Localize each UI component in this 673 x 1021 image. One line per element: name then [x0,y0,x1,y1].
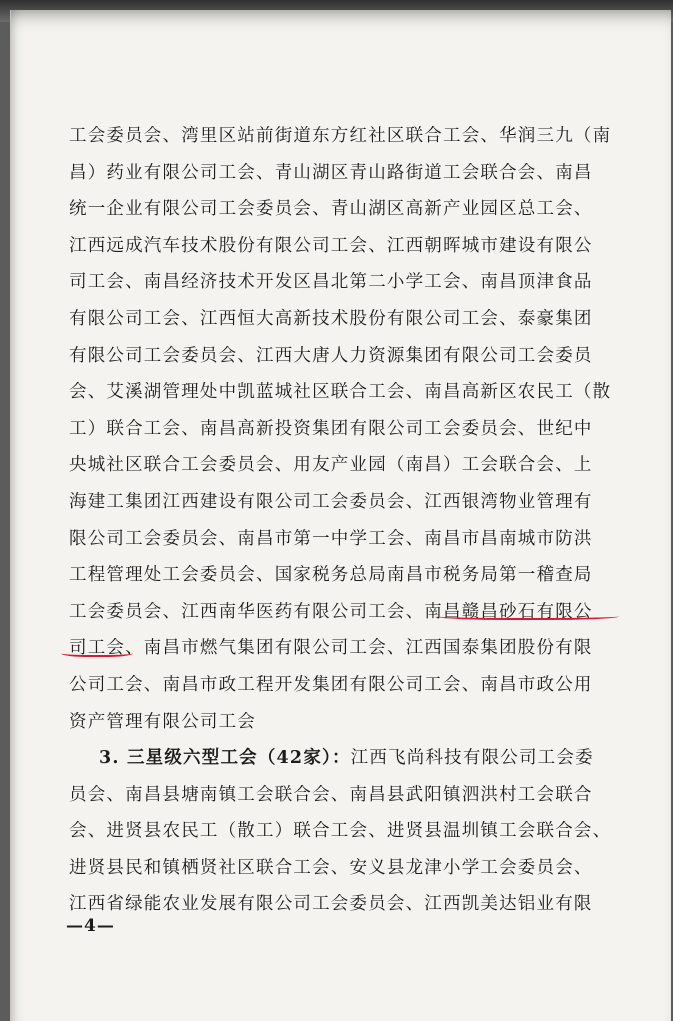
section-3-first-line-text: 江西飞尚科技有限公司工会委 [350,748,594,769]
red-underline-mark [437,611,619,620]
body-line: 有限公司工会委员会、江西大唐人力资源集团有限公司工会委员 [69,345,593,366]
body-line: 海建工集团江西建设有限公司工会委员会、江西银湾物业管理有 [69,491,593,512]
page-number: —4— [66,916,115,936]
red-underline-mark [61,648,133,657]
body-line: 央城社区联合工会委员会、用友产业园（南昌）工会联合会、上 [69,455,593,476]
body-line: 工会委员会、湾里区站前街道东方红社区联合工会、华润三九（南 [69,126,612,146]
body-line: 江西远成汽车技术股份有限公司工会、江西朝晖城市建设有限公 [69,235,593,256]
body-line: 限公司工会委员会、南昌市第一中学工会、南昌市昌南城市防洪 [69,528,593,549]
body-line: 昌）药业有限公司工会、青山湖区青山路街道工会联合会、南昌 [69,162,593,183]
section-3-heading: 3. 三星级六型工会（42家）： [99,748,351,769]
body-line: 工）联合工会、南昌高新投资集团有限公司工会委员会、世纪中 [69,418,593,439]
body-line: 公司工会、南昌市政工程开发集团有限公司工会、南昌市政公用 [69,674,593,695]
body-line: 资产管理有限公司工会 [69,711,256,732]
body-line: 会、艾溪湖管理处中凯蓝城社区联合工会、南昌高新区农民工（散 [69,382,612,403]
body-line: 司工会、南昌市燃气集团有限公司工会、江西国泰集团股份有限 [69,638,593,659]
body-line: 有限公司工会、江西恒大高新技术股份有限公司工会、泰豪集团 [69,308,593,329]
body-line: 工会委员会、江西南华医药有限公司工会、南昌赣昌砂石有限公 [69,601,593,622]
section-3-line: 会、进贤县农民工（散工）联合工会、进贤县温圳镇工会联合会、 [69,821,612,842]
body-line: 统一企业有限公司工会委员会、青山湖区高新产业园区总工会、 [69,199,593,220]
body-line: 司工会、南昌经济技术开发区昌北第二小学工会、南昌顶津食品 [69,272,593,293]
section-3-line: 进贤县民和镇栖贤社区联合工会、安义县龙津小学工会委员会、 [69,857,593,878]
document-body [69,118,629,923]
section-3-line: 员会、南昌县塘南镇工会联合会、南昌县武阳镇泗洪村工会联合 [69,784,593,805]
document-page [10,10,671,1021]
section-3-first-line [69,740,629,777]
section-3-line: 江西省绿能农业发展有限公司工会委员会、江西凯美达铝业有限 [69,894,593,915]
body-line: 工程管理处工会委员会、国家税务总局南昌市税务局第一稽查局 [69,565,593,586]
